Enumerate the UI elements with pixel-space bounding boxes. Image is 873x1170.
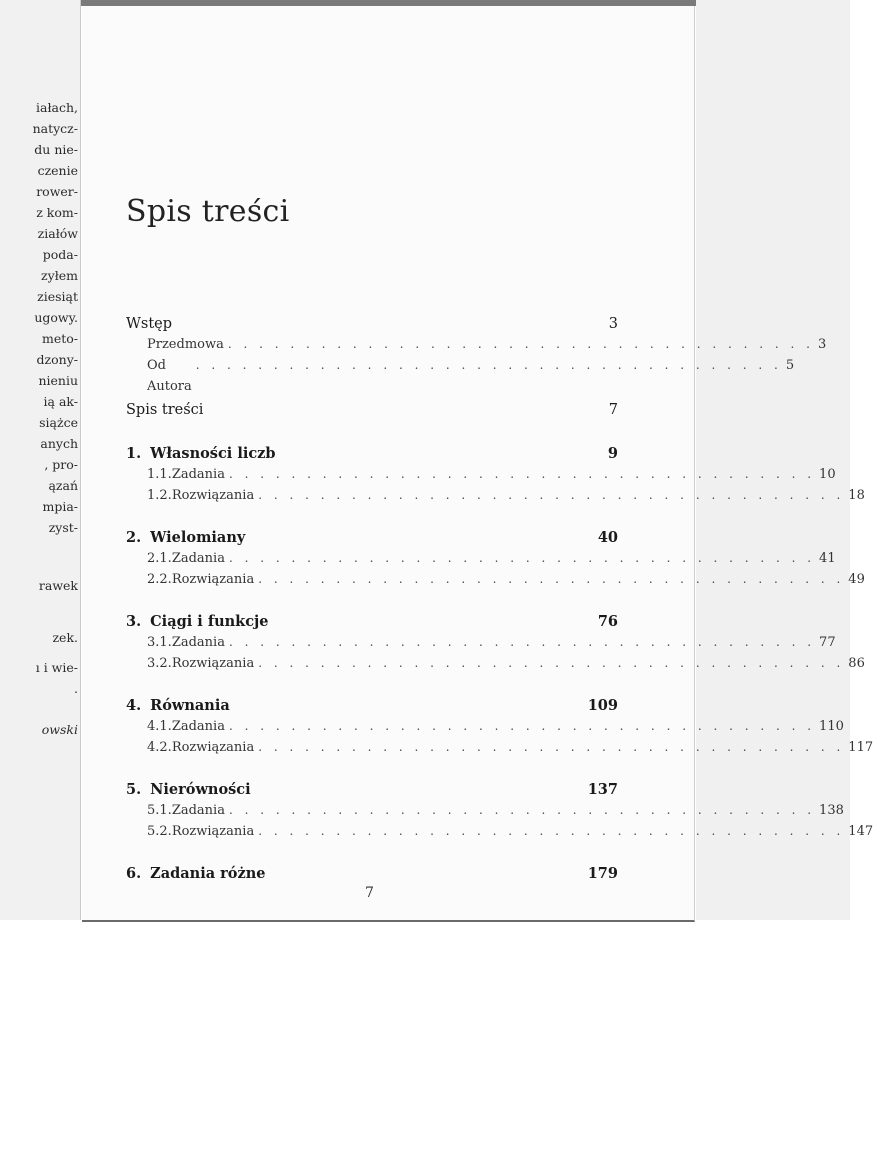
section-number: 5.1.: [147, 803, 172, 818]
scan-right-margin: [696, 0, 850, 920]
facing-page-text-line: natycz-: [32, 121, 78, 136]
section-title: Zadania: [171, 467, 225, 482]
facing-page-text-line: ziesiąt: [37, 289, 78, 304]
page-number: 7: [365, 885, 374, 901]
facing-page-text-line: ugowy.: [34, 310, 78, 325]
toc-chapter-group: [126, 444, 865, 506]
toc-section-entry[interactable]: [126, 737, 873, 758]
facing-page-text-line: du nie-: [34, 142, 78, 157]
facing-page-text-line: z kom-: [36, 205, 78, 220]
facing-page-text-line: ią ak-: [43, 394, 78, 409]
section-page-number: 5: [785, 358, 795, 373]
toc-front-entry[interactable]: [126, 314, 618, 334]
facing-page-text-line: zyst-: [48, 520, 78, 535]
toc-chapter-entry[interactable]: [126, 780, 618, 800]
chapter-number: 6.: [126, 865, 142, 882]
dot-leader: . . . . . . . . . . . . . . . . . . . . . . . . . . . . . . . . . . . . . .: [258, 488, 845, 502]
section-page-number: 3: [817, 337, 827, 352]
section-number: 4.1.: [147, 719, 172, 734]
toc-chapter-entry[interactable]: [126, 864, 618, 884]
section-page-number: 110: [819, 719, 844, 734]
section-number: 3.1.: [147, 635, 172, 650]
chapter-page-number: 9: [607, 445, 618, 462]
entry-page-number: 7: [608, 402, 618, 418]
facing-page-text-line: czenie: [37, 163, 78, 178]
dot-leader: . . . . . . . . . . . . . . . . . . . . . . . . . . . . . . . . . . . . . .: [258, 572, 845, 586]
section-title: Rozwiązania: [171, 572, 255, 587]
toc-chapter-entry[interactable]: [126, 612, 618, 632]
chapter-heading: [126, 864, 265, 884]
facing-page-text-line: mpia-: [42, 499, 78, 514]
table-of-contents: [126, 314, 873, 906]
section-number: 1.1.: [147, 467, 172, 482]
section-title: Od Autora: [147, 358, 192, 394]
dot-leader: . . . . . . . . . . . . . . . . . . . . . . . . . . . . . . . . . . . . . .: [228, 803, 816, 817]
section-title: Zadania: [171, 719, 225, 734]
section-title: Rozwiązania: [171, 488, 255, 503]
dot-leader: . . . . . . . . . . . . . . . . . . . . . . . . . . . . . . . . . . . . . .: [227, 337, 814, 351]
facing-page-signature: owski: [41, 722, 78, 737]
facing-page-text-line: zek.: [52, 630, 78, 645]
toc-section-entry[interactable]: [126, 464, 836, 485]
toc-section-entry[interactable]: [126, 653, 865, 674]
toc-chapter-group: [126, 612, 865, 674]
chapter-page-number: 40: [597, 529, 618, 546]
toc-section-entry[interactable]: [126, 355, 795, 394]
toc-chapter-entry[interactable]: [126, 528, 618, 548]
toc-section-entry[interactable]: [126, 569, 865, 590]
chapter-heading: [126, 696, 230, 716]
section-page-number: 147: [848, 824, 873, 839]
section-number: 4.2.: [147, 740, 172, 755]
facing-page-text-line: iałach,: [36, 100, 78, 115]
section-title: Zadania: [171, 803, 225, 818]
section-title: Zadania: [171, 635, 225, 650]
section-number: 2.2.: [147, 572, 172, 587]
scan-bottom-area: [0, 922, 850, 1170]
toc-chapter-group: [126, 696, 873, 758]
section-number: 2.1.: [147, 551, 172, 566]
section-title: Zadania: [171, 551, 225, 566]
section-page-number: 77: [819, 635, 836, 650]
chapter-heading: [126, 780, 251, 800]
section-title: Rozwiązania: [171, 824, 255, 839]
section-page-number: 138: [819, 803, 844, 818]
section-number: 5.2.: [147, 824, 172, 839]
facing-page-text-line: poda-: [42, 247, 78, 262]
chapter-number: 3.: [126, 613, 142, 630]
toc-section-entry[interactable]: [126, 334, 827, 355]
chapter-title: Własności liczb: [150, 445, 276, 462]
facing-page-text-line: anych: [40, 436, 78, 451]
section-page-number: 49: [848, 572, 865, 587]
chapter-title: Wielomiany: [150, 529, 246, 546]
toc-chapter-group: [126, 780, 873, 842]
toc-front-entry[interactable]: [126, 400, 618, 420]
facing-page-text-line: ziałów: [37, 226, 78, 241]
facing-page-text-line: zyłem: [41, 268, 78, 283]
section-page-number: 10: [819, 467, 836, 482]
chapter-title: Ciągi i funkcje: [150, 613, 269, 630]
toc-chapter-entry[interactable]: [126, 696, 618, 716]
facing-page-text-line: ązań: [48, 478, 78, 493]
section-title: Rozwiązania: [171, 740, 255, 755]
page-title: Spis treści: [126, 194, 290, 229]
section-title: Rozwiązania: [171, 656, 255, 671]
chapter-title: Równania: [150, 697, 230, 714]
entry-title: Spis treści: [126, 402, 204, 418]
section-number: 3.2.: [147, 656, 172, 671]
toc-section-entry[interactable]: [126, 821, 873, 842]
chapter-heading: [126, 528, 245, 548]
facing-page-fragment: [0, 0, 81, 920]
facing-page-text-line: meto-: [41, 331, 78, 346]
chapter-heading: [126, 612, 269, 632]
toc-section-entry[interactable]: [126, 716, 844, 737]
entry-title: Wstęp: [126, 316, 173, 332]
section-title: Przedmowa: [147, 337, 224, 352]
dot-leader: . . . . . . . . . . . . . . . . . . . . . . . . . . . . . . . . . . . . . .: [195, 358, 782, 372]
chapter-number: 4.: [126, 697, 142, 714]
facing-page-text-line: nieniu: [38, 373, 78, 388]
section-page-number: 117: [848, 740, 873, 755]
chapter-number: 5.: [126, 781, 142, 798]
dot-leader: . . . . . . . . . . . . . . . . . . . . . . . . . . . . . . . . . . . . . .: [228, 719, 816, 733]
chapter-number: 2.: [126, 529, 142, 546]
chapter-title: Nierówności: [150, 781, 251, 798]
dot-leader: . . . . . . . . . . . . . . . . . . . . . . . . . . . . . . . . . . . . . .: [228, 635, 816, 649]
chapter-page-number: 179: [587, 865, 618, 882]
section-page-number: 86: [848, 656, 865, 671]
chapter-page-number: 137: [587, 781, 618, 798]
dot-leader: . . . . . . . . . . . . . . . . . . . . . . . . . . . . . . . . . . . . . .: [258, 740, 845, 754]
section-page-number: 18: [848, 488, 865, 503]
toc-section-entry[interactable]: [126, 485, 865, 506]
facing-page-text-line: , pro-: [44, 457, 78, 472]
chapter-heading: [126, 444, 276, 464]
chapter-title: Zadania różne: [150, 865, 266, 882]
chapter-page-number: 109: [587, 697, 618, 714]
facing-page-text-line: dzony-: [36, 352, 78, 367]
facing-page-text-line: rower-: [36, 184, 78, 199]
toc-section-entry[interactable]: [126, 632, 836, 653]
toc-chapter-group: [126, 528, 865, 590]
toc-section-entry[interactable]: [126, 800, 844, 821]
dot-leader: . . . . . . . . . . . . . . . . . . . . . . . . . . . . . . . . . . . . . .: [258, 824, 845, 838]
toc-front-group: [126, 400, 618, 420]
chapter-page-number: 76: [597, 613, 618, 630]
dot-leader: . . . . . . . . . . . . . . . . . . . . . . . . . . . . . . . . . . . . . .: [228, 551, 816, 565]
dot-leader: . . . . . . . . . . . . . . . . . . . . . . . . . . . . . . . . . . . . . .: [258, 656, 845, 670]
dot-leader: . . . . . . . . . . . . . . . . . . . . . . . . . . . . . . . . . . . . . .: [228, 467, 816, 481]
facing-page-text-line: .: [74, 681, 78, 696]
toc-front-group: [126, 314, 827, 394]
facing-page-text-line: rawek: [38, 578, 78, 593]
section-page-number: 41: [819, 551, 836, 566]
entry-page-number: 3: [608, 316, 618, 332]
toc-chapter-group: [126, 864, 618, 884]
toc-section-entry[interactable]: [126, 548, 836, 569]
facing-page-text-line: ı i wie-: [35, 660, 78, 675]
facing-page-text-line: siążce: [39, 415, 78, 430]
toc-chapter-entry[interactable]: [126, 444, 618, 464]
section-number: 1.2.: [147, 488, 172, 503]
chapter-number: 1.: [126, 445, 142, 462]
